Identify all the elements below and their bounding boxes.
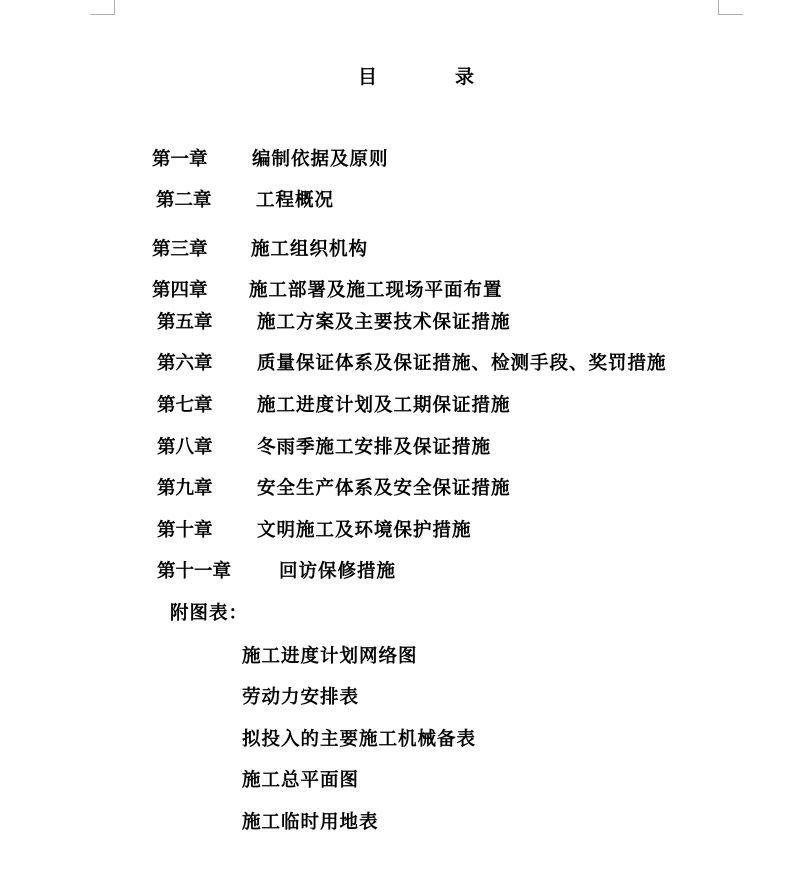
chapter-title: 回访保修措施 [279, 561, 397, 582]
chapter-title: 施工部署及施工现场平面布置 [249, 280, 503, 301]
chapter-number: 第六章 [157, 353, 213, 374]
appendix-item: 施工总平面图 [242, 770, 360, 791]
chapter-number: 第九章 [157, 478, 213, 499]
chapter-number: 第五章 [157, 312, 213, 333]
chapter-title: 施工组织机构 [251, 239, 369, 260]
appendix-heading: 附图表： [170, 603, 249, 624]
chapter-title: 施工方案及主要技术保证措施 [257, 312, 511, 333]
chapter-title: 编制依据及原则 [252, 149, 389, 170]
chapter-title: 冬雨季施工安排及保证措施 [257, 437, 492, 458]
chapter-title: 质量保证体系及保证措施、检测手段、奖罚措施 [257, 353, 667, 374]
chapter-title: 施工进度计划及工期保证措施 [257, 395, 511, 416]
page-corner-mark-top-right [718, 0, 743, 15]
appendix-item: 拟投入的主要施工机械备表 [242, 729, 477, 750]
page-corner-mark-top-left [90, 0, 115, 15]
chapter-number: 第三章 [152, 239, 208, 260]
toc-title-second-char: 录 [455, 66, 475, 88]
chapter-title: 工程概况 [256, 190, 335, 211]
appendix-item: 施工进度计划网络图 [242, 646, 418, 667]
chapter-title: 文明施工及环境保护措施 [257, 520, 472, 541]
chapter-number: 第十章 [157, 520, 213, 541]
chapter-number: 第一章 [152, 149, 208, 170]
chapter-title: 安全生产体系及安全保证措施 [257, 478, 511, 499]
chapter-number: 第八章 [157, 437, 213, 458]
chapter-number: 第二章 [156, 190, 212, 211]
chapter-number: 第十一章 [157, 561, 232, 582]
chapter-number: 第四章 [152, 280, 208, 301]
chapter-number: 第七章 [157, 395, 213, 416]
appendix-item: 施工临时用地表 [242, 812, 379, 833]
appendix-item: 劳动力安排表 [242, 687, 360, 708]
toc-title-first-char: 目 [358, 66, 378, 88]
